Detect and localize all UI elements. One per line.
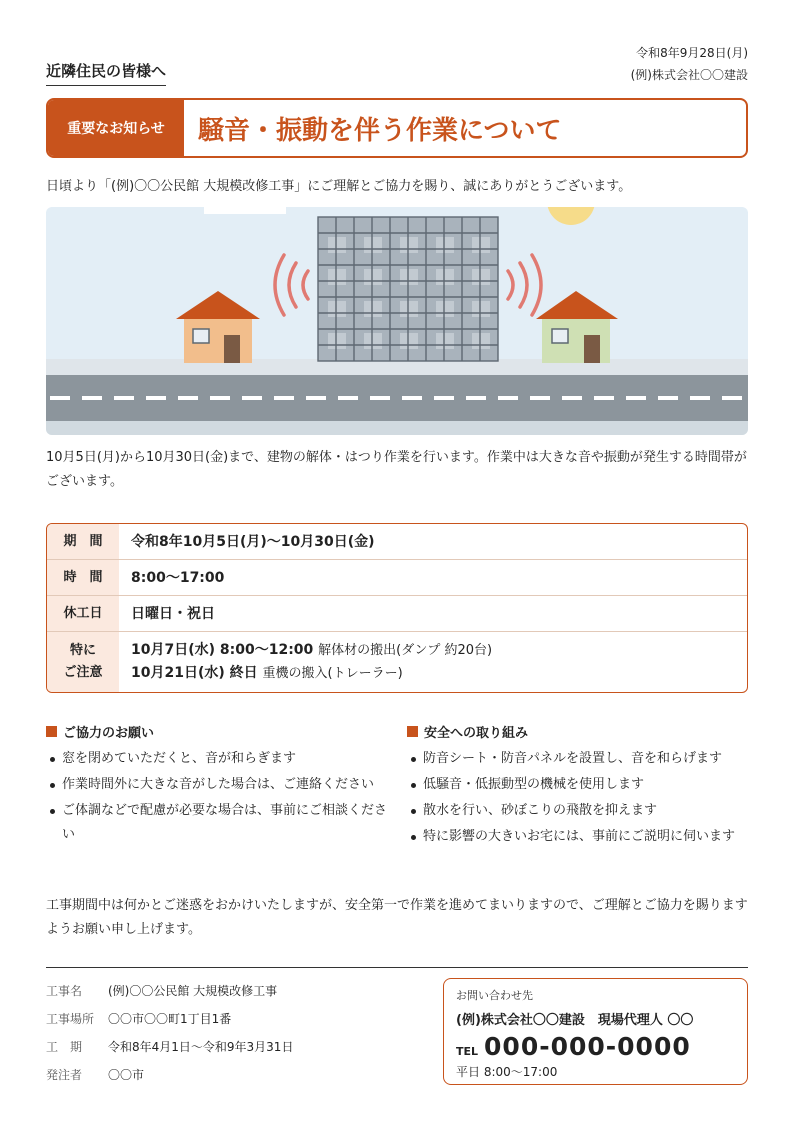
issue-date: 令和8年9月28日(月) (636, 46, 748, 60)
detail-row-term (46, 1032, 293, 1060)
caution-item (131, 662, 735, 685)
period-value: 令和8年10月5日(月)～10月30日(金) (131, 533, 375, 550)
caution-item (131, 639, 735, 662)
requests-heading-text: ご協力のお願い (63, 726, 155, 741)
requests-heading (46, 722, 391, 741)
period-label: 期 間 (47, 524, 119, 559)
recipient-heading: 近隣住民の皆様へ (46, 60, 166, 86)
page-title: 騒音・振動を伴う作業について (198, 115, 562, 146)
contact-company: (例)株式会社〇〇建設 現場代理人 〇〇 (456, 1013, 694, 1028)
contact-hours: 平日 8:00～17:00 (456, 1065, 558, 1079)
contact-tel-row (456, 1032, 735, 1061)
holiday-row (47, 596, 747, 632)
issuer-company: (例)株式会社〇〇建設 (630, 68, 748, 82)
contact-box (443, 978, 748, 1085)
closing-text: 工事期間中は何かとご迷惑をおかけいたしますが、安全第一で作業を進めてまいりますので、ご理解とご協力を賜りますようお願い申し上げます。 (46, 898, 748, 937)
list-item: 特に影響の大きいお宅には、事前にご説明に伺います (407, 825, 752, 849)
caution-item-text: 解体材の搬出(ダンプ 約20台) (318, 643, 493, 658)
title-box (46, 98, 748, 158)
detail-row-name (46, 976, 293, 1004)
detail-row-place (46, 1004, 293, 1032)
safety-heading-text: 安全への取り組み (424, 726, 529, 741)
description-text: 10月5日(月)から10月30日(金)まで、建物の解体・はつり作業を行います。作業中は大きな音や振動が発生する時間帯がございます。 (46, 450, 747, 489)
safety-list (407, 747, 752, 849)
project-details (46, 976, 293, 1088)
caution-label-line2: ご注意 (63, 665, 103, 680)
list-item: 作業時間外に大きな音がした場合は、ご連絡ください (46, 773, 391, 797)
caution-item-time: 10月7日(水) 8:00～12:00 (131, 642, 314, 658)
phone-number[interactable]: 000-000-0000 (484, 1032, 691, 1061)
list-item: 散水を行い、砂ぼこりの飛散を抑えます (407, 799, 752, 823)
detail-label: 工事場所 (46, 1011, 95, 1026)
caution-item-text: 重機の搬入(トレーラー) (262, 666, 403, 681)
construction-illustration (46, 207, 748, 435)
holiday-value: 日曜日・祝日 (131, 605, 215, 622)
square-bullet-icon (407, 726, 418, 737)
list-item: 低騒音・低振動型の機械を使用します (407, 773, 752, 797)
detail-value: 令和8年4月1日～令和9年3月31日 (108, 1039, 294, 1054)
tel-label: TEL (456, 1045, 479, 1058)
caution-label (47, 632, 119, 692)
list-item: 防音シート・防音パネルを設置し、音を和らげます (407, 747, 752, 771)
contact-heading: お問い合わせ先 (456, 989, 533, 1002)
important-badge: 重要なお知らせ (48, 100, 184, 156)
detail-value: (例)〇〇公民館 大規模改修工事 (108, 983, 278, 998)
schedule-table (46, 523, 748, 693)
caution-value (119, 632, 747, 692)
detail-label: 発注者 (46, 1067, 83, 1082)
requests-list (46, 747, 391, 847)
construction-scene-icon (46, 207, 748, 435)
list-item: ご体調などで配慮が必要な場合は、事前にご相談ください (46, 799, 391, 847)
period-row (47, 524, 747, 560)
holiday-label: 休工日 (47, 596, 119, 631)
detail-label: 工事名 (46, 983, 83, 998)
list-item: 窓を閉めていただくと、音が和らぎます (46, 747, 391, 771)
safety-heading (407, 722, 752, 741)
time-value: 8:00～17:00 (131, 569, 225, 586)
detail-row-client (46, 1060, 293, 1088)
safety-section (407, 722, 752, 851)
caution-row (47, 632, 747, 692)
intro-text: 日頃より「(例)〇〇公民館 大規模改修工事」にご理解とご協力を賜り、誠にありがとうございます。 (46, 179, 632, 194)
divider (46, 967, 748, 968)
square-bullet-icon (46, 726, 57, 737)
detail-value: 〇〇市 (108, 1067, 145, 1082)
caution-item-time: 10月21日(水) 終日 (131, 665, 258, 681)
time-label: 時 間 (47, 560, 119, 595)
time-row (47, 560, 747, 596)
caution-label-line1: 特に (69, 643, 96, 658)
requests-section (46, 722, 391, 849)
issuer-block (631, 42, 748, 86)
detail-value: 〇〇市〇〇町1丁目1番 (108, 1011, 232, 1026)
detail-label: 工 期 (46, 1039, 83, 1054)
